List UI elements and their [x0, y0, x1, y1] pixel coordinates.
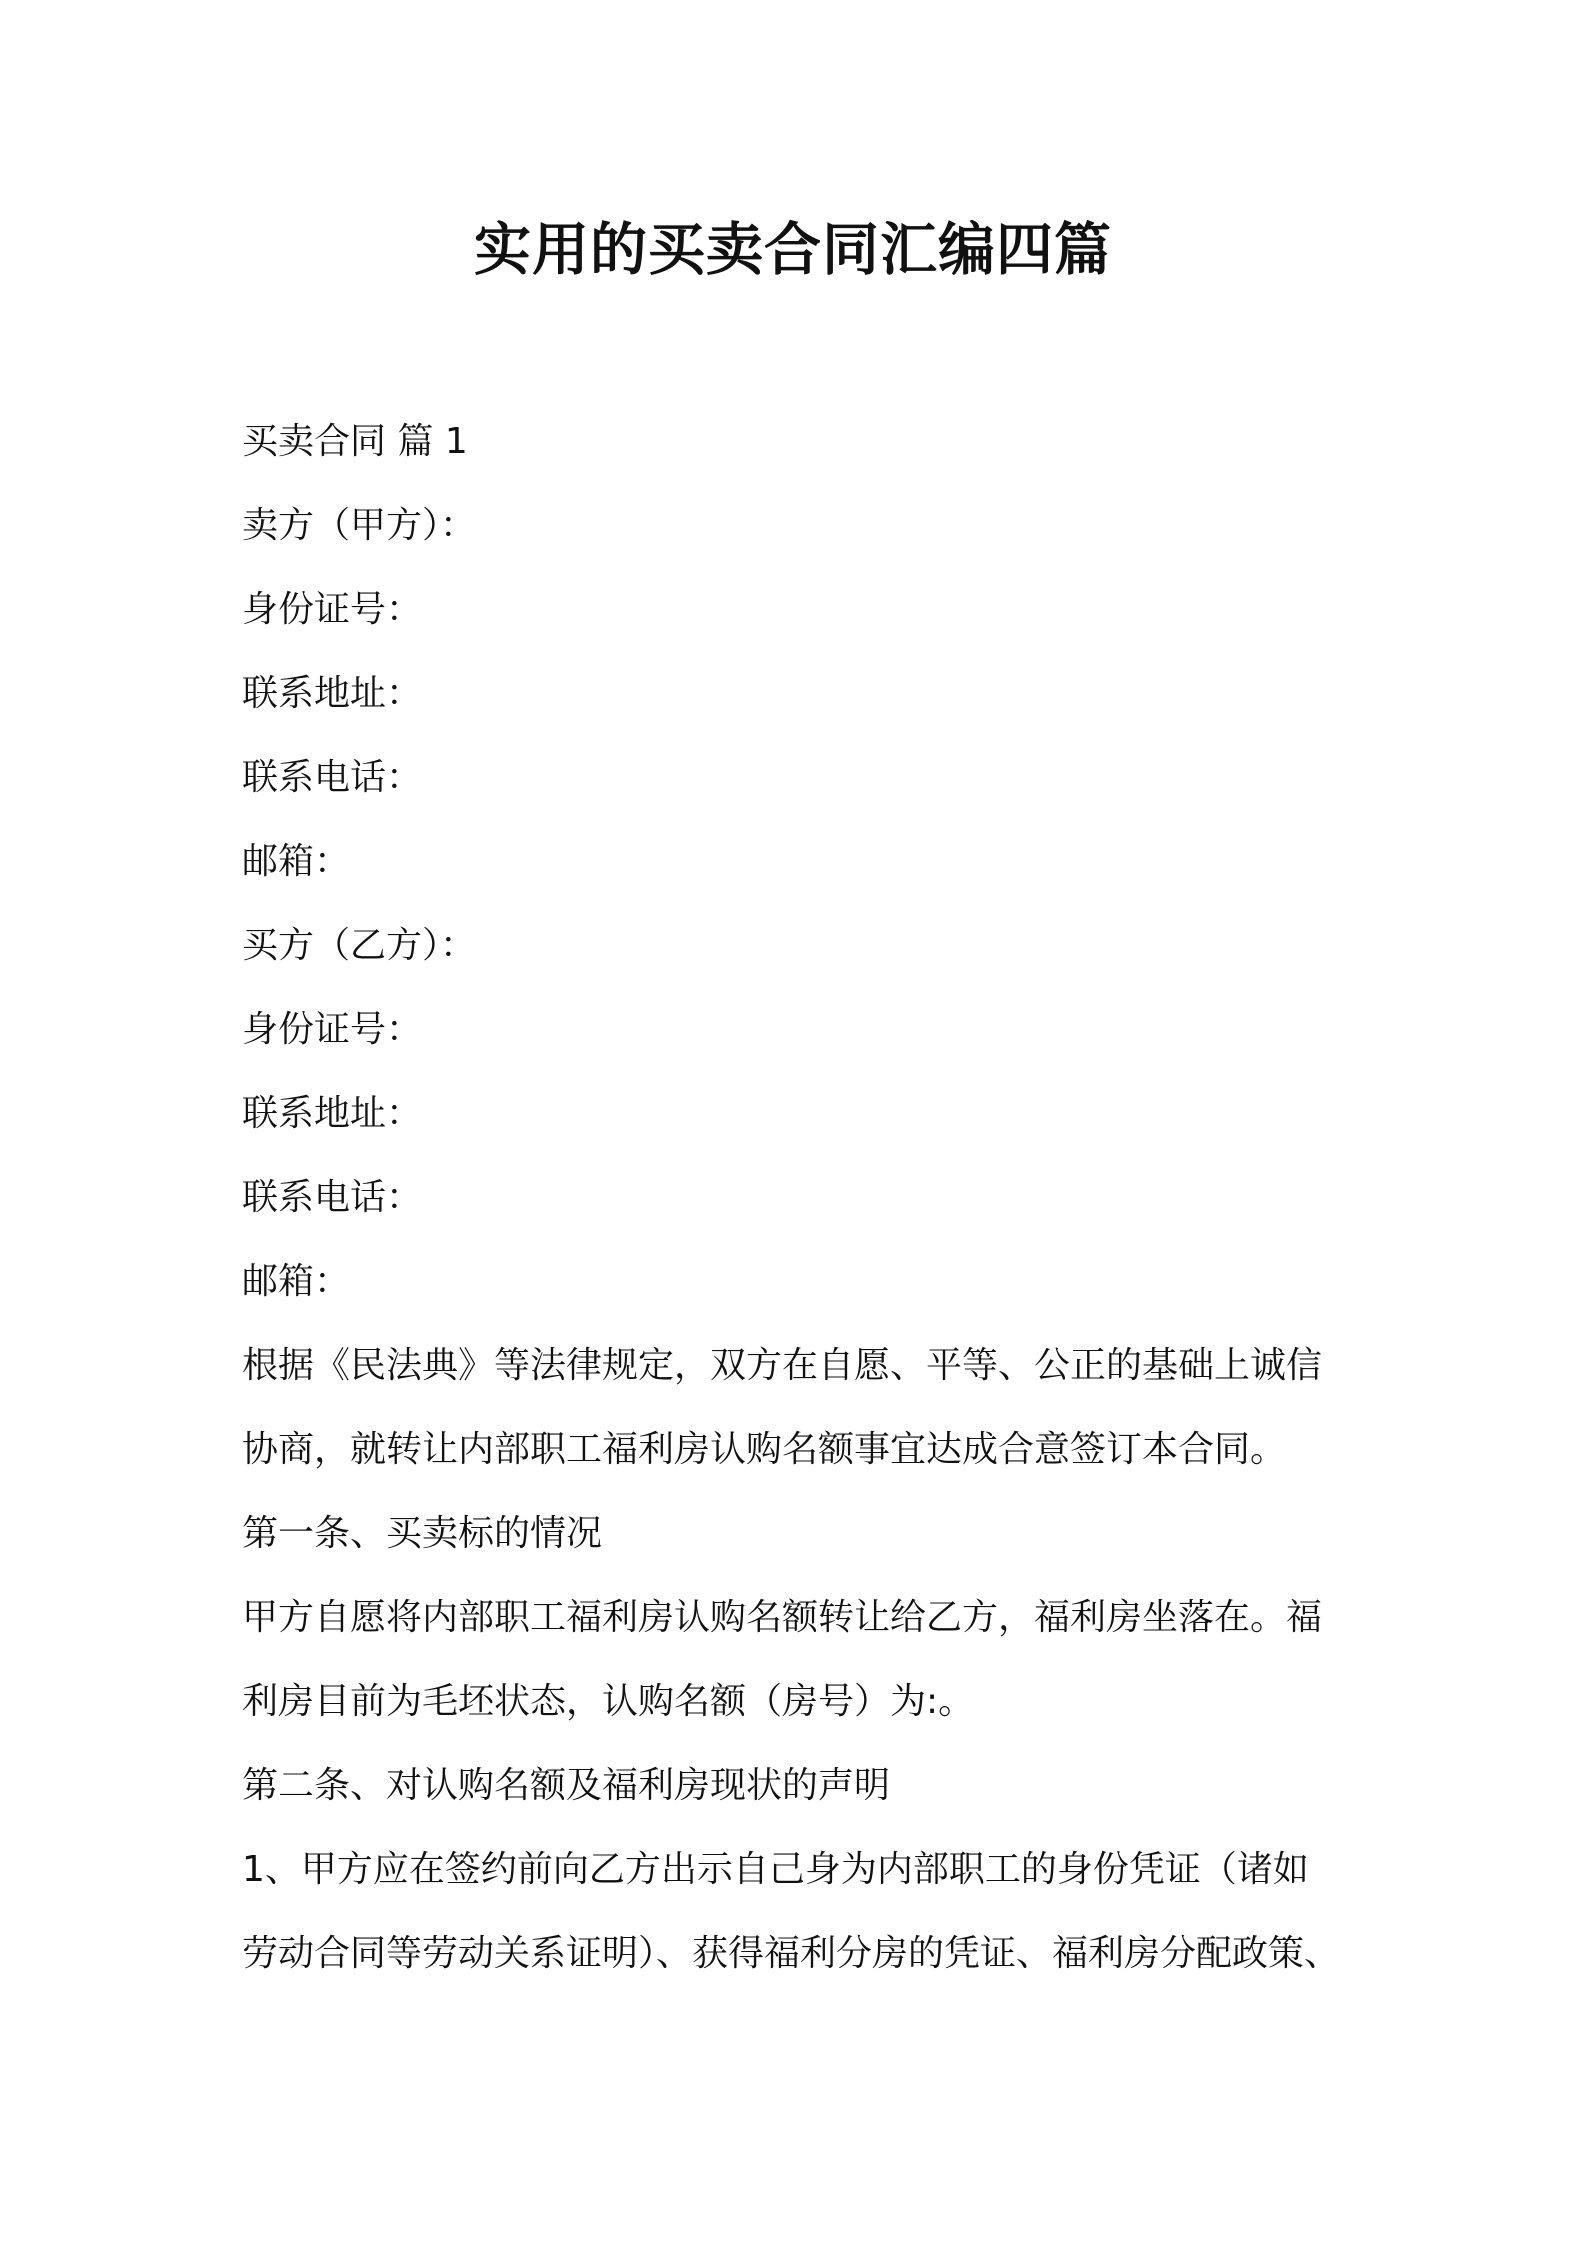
- seller-address-label: 联系地址：: [242, 673, 423, 714]
- document-title: 实用的买卖合同汇编四篇: [474, 217, 1112, 283]
- buyer-email-label: 邮箱：: [242, 1261, 351, 1302]
- article-1-heading: 第一条、买卖标的情况: [242, 1513, 603, 1554]
- seller-id-number-label: 身份证号：: [242, 589, 423, 630]
- document-body: [242, 400, 1382, 1996]
- buyer-label: 买方（乙方）：: [242, 925, 477, 966]
- buyer-id-number-label: 身份证号：: [242, 1009, 423, 1050]
- seller-phone-label: 联系电话：: [242, 757, 423, 798]
- article-2-item-1-line-2: 劳动合同等劳动关系证明）、获得福利分房的凭证、福利房分配政策、: [242, 1933, 1341, 1974]
- section-heading-contract-1: 买卖合同 篇 1: [242, 421, 468, 462]
- article-2-heading: 第二条、对认购名额及福利房现状的声明: [242, 1765, 891, 1806]
- seller-label: 卖方（甲方）：: [242, 505, 477, 546]
- buyer-address-label: 联系地址：: [242, 1093, 423, 1134]
- article-2-item-1-line-1: 1、甲方应在签约前向乙方出示自己身为内部职工的身份凭证（诸如: [242, 1849, 1309, 1890]
- buyer-phone-label: 联系电话：: [242, 1177, 423, 1218]
- preamble-line-1: 根据《民法典》等法律规定，双方在自愿、平等、公正的基础上诚信: [242, 1345, 1323, 1386]
- preamble-line-2: 协商，就转让内部职工福利房认购名额事宜达成合意签订本合同。: [242, 1429, 1287, 1470]
- seller-email-label: 邮箱：: [242, 841, 351, 882]
- article-1-text-line-2: 利房目前为毛坯状态，认购名额（房号）为:。: [242, 1681, 975, 1722]
- article-1-text-line-1: 甲方自愿将内部职工福利房认购名额转让给乙方，福利房坐落在。福: [242, 1597, 1323, 1638]
